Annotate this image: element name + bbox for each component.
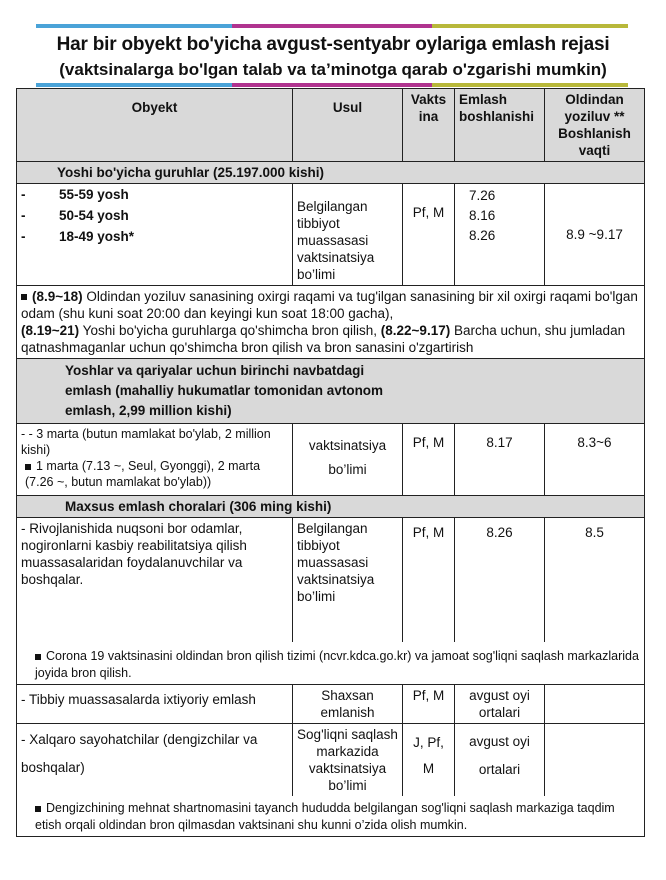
section3-row1-oldindan: 8.5 bbox=[545, 518, 645, 643]
group-55-59: 55-59 yosh bbox=[59, 187, 129, 202]
vaccination-plan-table bbox=[16, 88, 645, 837]
section2-title: Yoshlar va qariyalar uchun birinchi navbatdagi emlash (mahalliy hukumatlar tomonidan avtonom emlash, 2,99 million kishi) bbox=[65, 363, 384, 418]
bottom-bar-olive bbox=[432, 83, 628, 87]
section2-row bbox=[17, 424, 645, 496]
section2-title-cell bbox=[17, 359, 645, 424]
section3-row2-boshlanishi: avgust oyi ortalari bbox=[455, 685, 545, 724]
section2-oldindan: 8.3~6 bbox=[545, 424, 645, 496]
section1-note bbox=[17, 286, 645, 359]
section2-desc bbox=[17, 424, 293, 496]
bullet-icon bbox=[25, 464, 31, 470]
section2-boshlanishi: 8.17 bbox=[455, 424, 545, 496]
page-subtitle: (vaktsinalarga bo'lgan talab va ta’minotga qarab o'zgarishi mumkin) bbox=[59, 60, 607, 79]
bullet-icon bbox=[35, 654, 41, 660]
date-55-59: 7.26 bbox=[469, 188, 496, 203]
note-text-3: Barcha uchun, shu jumladan qatnashmaganlar uchun qo'shimcha bron qilish va bron sanasini o'zgartirish bbox=[21, 323, 626, 355]
section3-row1-text: - Rivojlanishida nuqsoni bor odamlar, nogironlarni kasbiy reabilitatsiya qilish muassasalaridan foydalanuvchilar va boshqalar. bbox=[17, 518, 293, 643]
dash: - bbox=[21, 208, 26, 223]
section3-row2-text: - Tibbiy muassasalarda ixtiyoriy emlash bbox=[17, 685, 293, 724]
dash: - bbox=[21, 187, 26, 202]
top-bar-magenta bbox=[232, 24, 432, 28]
section3-row3-note-text: Dengizchining mehnat shartnomasini tayanch hududda belgilangan sog'liqni saqlash markaziga taqdim etish orqali oldindan bron qilmasdan vaktsinani shu kunni o’zida olish mumkin. bbox=[35, 801, 615, 832]
bottom-bar-magenta bbox=[232, 83, 432, 87]
section1-header bbox=[17, 162, 645, 184]
section2-header bbox=[17, 359, 645, 424]
section3-row1-boshlanishi: 8.26 bbox=[455, 518, 545, 643]
section3-row3-boshlanishi: avgust oyi ortalari bbox=[455, 724, 545, 797]
note-bold-1: (8.9~18) bbox=[32, 289, 83, 304]
section3-row1-note bbox=[17, 642, 645, 685]
section3-row1 bbox=[17, 518, 645, 643]
header-row bbox=[17, 89, 645, 162]
top-bar-blue bbox=[36, 24, 232, 28]
header-obyekt: Obyekt bbox=[17, 89, 293, 162]
section2-usul: vaktsinatsiya bo’limi bbox=[293, 424, 403, 496]
header-oldindan: Oldindan yoziluv ** Boshlanish vaqti bbox=[545, 89, 645, 162]
group-18-49: 18-49 yosh* bbox=[59, 229, 135, 244]
page-title: Har bir obyekt bo'yicha avgust-sentyabr oylariga emlash rejasi bbox=[56, 34, 610, 55]
section1-groups bbox=[17, 184, 293, 286]
note-text-1: Oldindan yoziluv sanasining oxirgi raqami va tug'ilgan sanasining bir xil oxirgi raqami bo'lgan odam (shu kuni soat 20:00 dan keyingi kun soat 18:00 gacha), bbox=[21, 289, 638, 321]
section3-header bbox=[17, 496, 645, 518]
section3-row3-oldindan bbox=[545, 724, 645, 797]
section3-row3-note-row bbox=[17, 796, 645, 837]
section2-line2: 1 marta (7.13 ~, Seul, Gyonggi), 2 marta (7.26 ~, butun mamlakat bo'ylab)) bbox=[25, 459, 261, 489]
section3-row3 bbox=[17, 724, 645, 797]
section1-oldindan: 8.9 ~9.17 bbox=[545, 184, 645, 286]
date-18-49: 8.26 bbox=[469, 228, 496, 243]
section3-row2-vaktsina: Pf, M bbox=[403, 685, 455, 724]
section3-row1-note-row bbox=[17, 642, 645, 685]
section3-row3-note bbox=[17, 796, 645, 837]
header-usul: Usul bbox=[293, 89, 403, 162]
section3-row3-text: - Xalqaro sayohatchilar (dengizchilar va boshqalar) bbox=[17, 724, 293, 797]
bullet-icon bbox=[35, 806, 41, 812]
section1-dates bbox=[455, 184, 545, 286]
section3-row2-usul: Shaxsan emlanish bbox=[293, 685, 403, 724]
group-50-54: 50-54 yosh bbox=[59, 208, 129, 223]
section2-line1: - - 3 marta (butun mamlakat bo'ylab, 2 million kishi) bbox=[21, 427, 271, 457]
section3-title: Maxsus emlash choralari (306 ming kishi) bbox=[17, 496, 645, 518]
section3-row3-usul: Sog'liqni saqlash markazida vaktsinatsiya bo’limi bbox=[293, 724, 403, 797]
date-50-54: 8.16 bbox=[469, 208, 496, 223]
header-vaktsina: Vakts ina bbox=[403, 89, 455, 162]
section1-note-row bbox=[17, 286, 645, 359]
note-bold-3: (8.22~9.17) bbox=[380, 323, 451, 338]
section1-title: Yoshi bo'yicha guruhlar (25.197.000 kishi) bbox=[17, 162, 645, 184]
section3-row2-oldindan bbox=[545, 685, 645, 724]
note-text-2: Yoshi bo'yicha guruhlarga qo'shimcha bron qilish, bbox=[79, 323, 381, 338]
section3-row1-note-text: Corona 19 vaktsinasini oldindan bron qilish tizimi (ncvr.kdca.go.kr) va jamoat sog'liqni saqlash markazlarida joyida bron qilish. bbox=[35, 649, 639, 680]
section3-row1-usul: Belgilangan tibbiyot muassasasi vaktsinatsiya bo’limi bbox=[293, 518, 403, 643]
dash: - bbox=[21, 229, 26, 244]
bottom-bar-blue bbox=[36, 83, 232, 87]
section3-row1-vaktsina: Pf, M bbox=[403, 518, 455, 643]
header-boshlanishi: Emlash boshlanishi bbox=[455, 89, 545, 162]
note-bold-2: (8.19~21) bbox=[21, 323, 80, 338]
section1-usul: Belgilangan tibbiyot muassasasi vaktsinatsiya bo’limi bbox=[293, 184, 403, 286]
section3-row3-vaktsina: J, Pf, M bbox=[403, 724, 455, 797]
top-bar-olive bbox=[432, 24, 628, 28]
section1-row bbox=[17, 184, 645, 286]
bullet-icon bbox=[21, 294, 27, 300]
section2-vaktsina: Pf, M bbox=[403, 424, 455, 496]
section3-row2 bbox=[17, 685, 645, 724]
section1-vaktsina: Pf, M bbox=[403, 184, 455, 286]
